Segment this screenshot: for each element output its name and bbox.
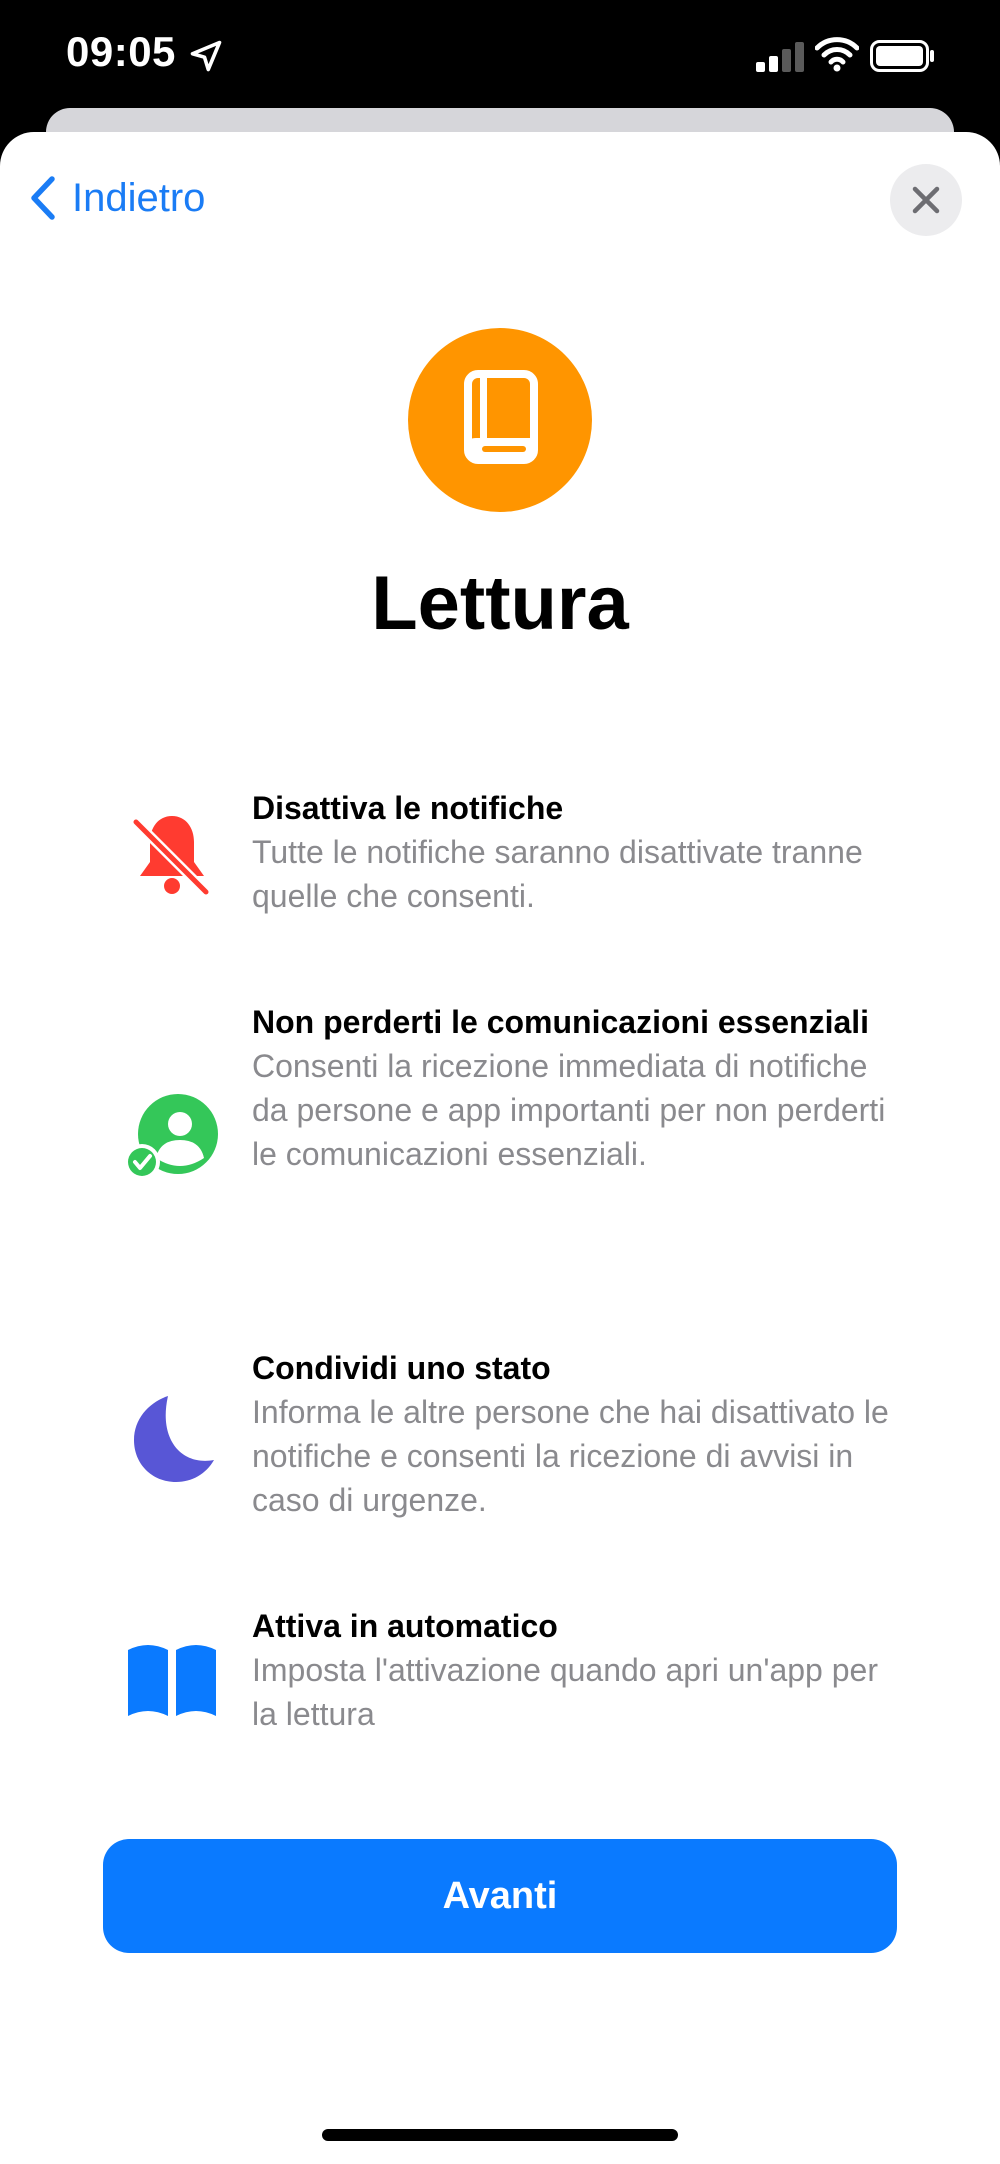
moon-icon [122, 1388, 222, 1488]
cellular-signal-icon [756, 42, 806, 72]
status-bar [0, 0, 1000, 110]
book-icon [452, 368, 548, 472]
status-time: 09:05 [66, 28, 176, 75]
next-button[interactable]: Avanti [103, 1839, 897, 1953]
back-button-label: Indietro [72, 175, 206, 220]
feature-title: Non perderti le comunicazioni essenziali [252, 1004, 870, 1040]
bell-slash-icon [122, 808, 222, 908]
close-button[interactable] [890, 164, 962, 236]
open-book-icon [122, 1630, 222, 1730]
feature-description: Tutte le notifiche saranno disattivate tranne quelle che consenti. [252, 834, 863, 914]
wifi-icon [815, 36, 859, 72]
feature-description: Informa le altre persone che hai disattivato le notifiche e consenti la ricezione di avvisi in caso di urgenze. [252, 1394, 889, 1518]
feature-title: Disattiva le notifiche [252, 790, 564, 826]
feature-description: Consenti la ricezione immediata di notifiche da persone e app importanti per non perderti le comunicazioni essenziali. [252, 1048, 886, 1172]
home-indicator[interactable] [322, 2129, 678, 2141]
reading-focus-icon [408, 328, 592, 512]
feature-title: Condividi uno stato [252, 1350, 551, 1386]
feature-description: Imposta l'attivazione quando apri un'app per la lettura [252, 1652, 878, 1732]
feature-title: Attiva in automatico [252, 1608, 558, 1644]
battery-icon [870, 40, 936, 72]
close-icon [911, 185, 941, 215]
chevron-left-icon [28, 175, 58, 221]
back-button[interactable] [28, 170, 205, 226]
person-checkmark-icon [122, 1088, 222, 1188]
page-title: Lettura [371, 561, 629, 646]
location-arrow-icon [188, 38, 224, 74]
